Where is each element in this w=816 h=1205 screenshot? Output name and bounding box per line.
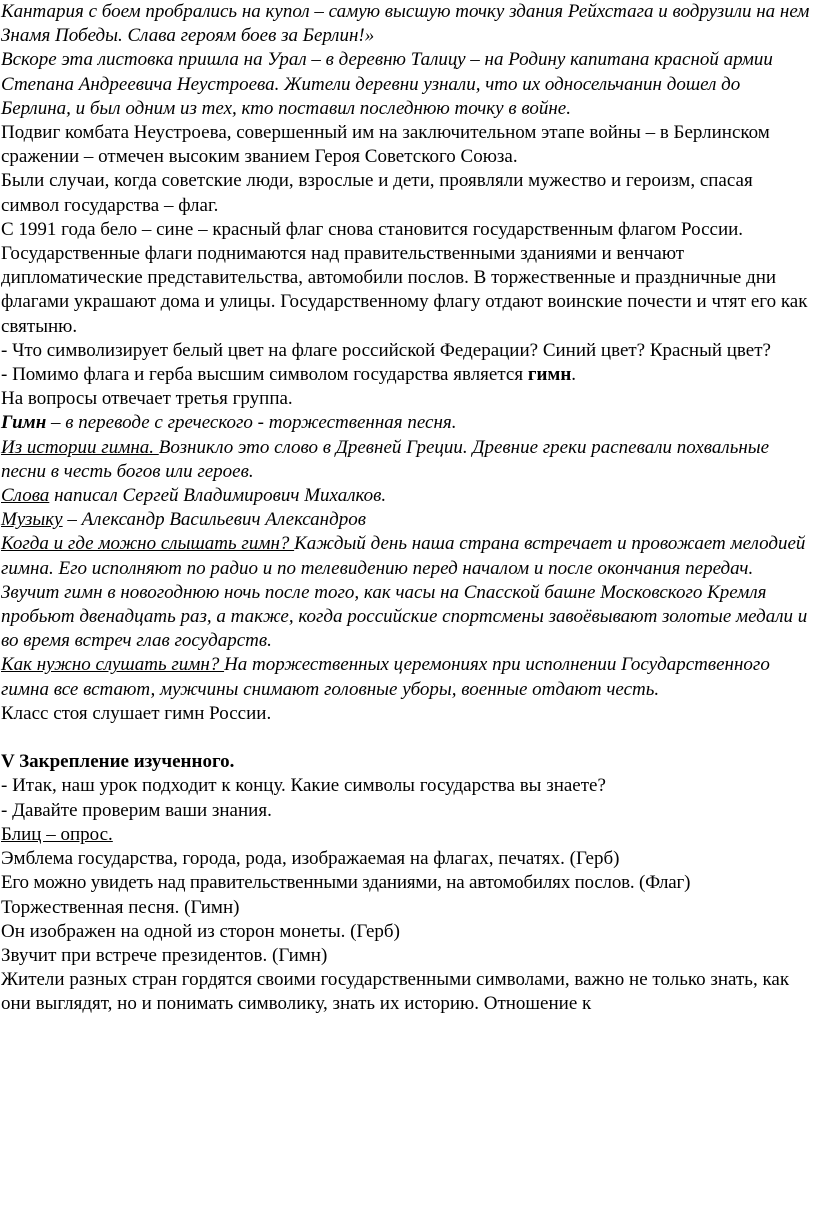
quiz-question: Его можно увидеть над правительственными зданиями, на автомобилях послов. (Флаг) <box>1 872 691 894</box>
flag-1991-paragraph: С 1991 года бело – сине – красный флаг снова становится государственным флагом России. <box>1 218 744 240</box>
when-label: Когда и где можно слышать гимн? <box>1 533 295 555</box>
anthem-intro-end: . <box>571 364 577 386</box>
section-heading: V Закрепление изученного. <box>1 751 235 773</box>
feat-paragraph: Подвиг комбата Неустроева, совершенный им на заключительном этапе войны – в Берлинском сражении – отмечен высоким званием Героя Советского Союза. <box>1 122 770 168</box>
words-author-paragraph <box>1 484 814 508</box>
when-text: Каждый день наша страна встречает и провожает мелодией гимна. Его исполняют по радио и по телевидению перед началом и после окончания передач. Звучит гимн в новогоднюю ночь после того, как часы на Спасской башне Московского Кремля пробьют двенадцать раз, а также, когда российские спортсмены завоёвывают золотые медали и во время встреч глав государств. <box>1 533 808 652</box>
music-author-paragraph <box>1 508 814 532</box>
history-paragraph <box>1 436 814 484</box>
how-label: Как нужно слушать гимн? <box>1 654 225 676</box>
flags-raised-paragraph: Государственные флаги поднимаются над правительственными зданиями и венчают дипломатические представительства, автомобили послов. В торжественные и праздничные дни флагами украшают дома и улицы. Государственному флагу отдают воинские почести и чтят его как святыню. <box>1 243 808 337</box>
check-knowledge-paragraph: - Давайте проверим ваши знания. <box>1 799 272 821</box>
blank-line <box>1 726 814 750</box>
music-text: – Александр Васильевич Александров <box>62 509 366 531</box>
quiz-question: Он изображен на одной из сторон монеты. (Герб) <box>1 920 400 942</box>
music-label: Музыку <box>1 509 63 531</box>
when-anthem-paragraph <box>1 532 814 653</box>
words-label: Слова <box>1 485 50 507</box>
anthem-intro-paragraph <box>1 363 814 387</box>
leaflet-urals-paragraph: Вскоре эта листовка пришла на Урал – в деревню Талицу – на Родину капитана красной армии Степана Андреевича Неустроева. Жители деревни узнали, что их односельчанин дошел до Берлина, и был одним из тех, кто поставил последнюю точку в войне. <box>1 49 773 119</box>
anthem-intro-bold: гимн <box>527 364 572 386</box>
words-text: написал Сергей Владимирович Михалков. <box>49 485 387 507</box>
quiz-question: Эмблема государства, города, рода, изображаемая на флагах, печатях. (Герб) <box>1 848 620 870</box>
leaflet-end-paragraph: Кантария с боем пробрались на купол – самую высшую точку здания Рейхстага и водрузили на нем Знамя Победы. Слава героям боев за Берлин!» <box>1 1 810 47</box>
history-label: Из истории гимна. <box>1 436 159 458</box>
anthem-term: Гимн <box>1 412 47 434</box>
anthem-definition-paragraph <box>1 411 814 435</box>
quiz-question: Звучит при встрече президентов. (Гимн) <box>1 944 328 966</box>
anthem-intro-text: - Помимо флага и герба высшим символом государства является <box>1 364 528 386</box>
how-text: На торжественных церемониях при исполнении Государственного гимна все встают, мужчины снимают головные уборы, военные отдают честь. <box>1 654 770 700</box>
lesson-end-paragraph: - Итак, наш урок подходит к концу. Какие символы государства вы знаете? <box>1 775 606 797</box>
history-text: Возникло это слово в Древней Греции. Древние греки распевали похвальные песни в честь богов или героев. <box>1 436 770 482</box>
how-anthem-paragraph <box>1 653 814 701</box>
anthem-definition-text: – в переводе с греческого - торжественная песня. <box>46 412 457 434</box>
courage-paragraph: Были случаи, когда советские люди, взрослые и дети, проявляли мужество и героизм, спасая символ государства – флаг. <box>1 170 753 216</box>
question-colors-paragraph: - Что символизирует белый цвет на флаге российской Федерации? Синий цвет? Красный цвет? <box>1 339 771 361</box>
class-listens-paragraph: Класс стоя слушает гимн России. <box>1 702 272 724</box>
quiz-question: Торжественная песня. (Гимн) <box>1 896 240 918</box>
third-group-paragraph: На вопросы отвечает третья группа. <box>1 388 293 410</box>
blitz-label: Блиц – опрос. <box>1 823 113 845</box>
closing-paragraph: Жители разных стран гордятся своими государственными символами, важно не только знать, как они выглядят, но и понимать символику, знать их историю. Отношение к <box>1 969 790 1015</box>
